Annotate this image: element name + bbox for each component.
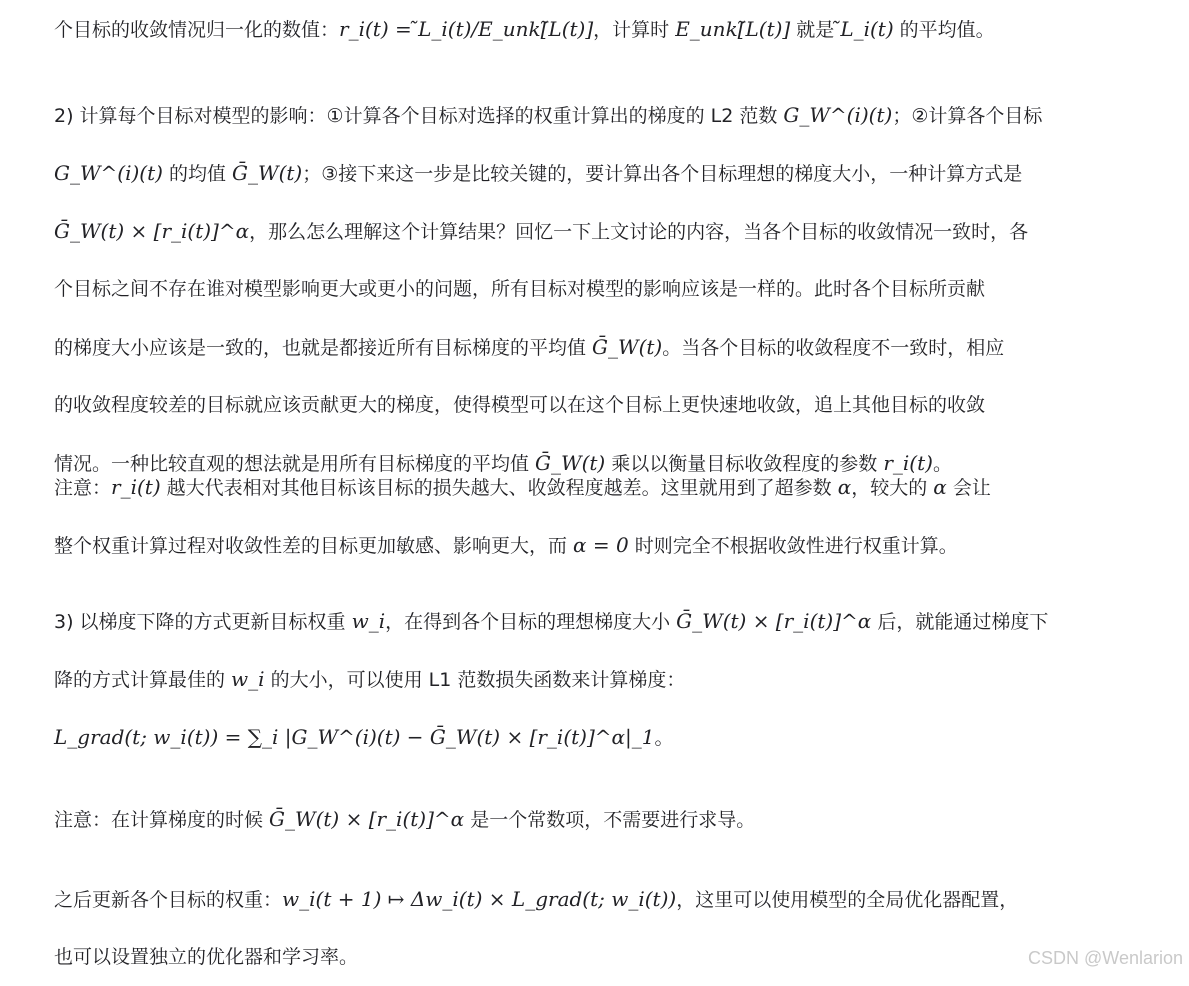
text-run: ，在得到各个目标的理想梯度大小 bbox=[385, 611, 677, 633]
text-run: 就是 bbox=[790, 19, 841, 41]
text-run: ，较大的 bbox=[851, 477, 934, 499]
math-expression: Ḡ_W(t) bbox=[592, 335, 663, 359]
paragraph bbox=[54, 86, 1042, 492]
text-run: 整个权重计算过程对收敛性差的目标更加敏感、影响更大，而 bbox=[54, 535, 574, 557]
text-line bbox=[54, 0, 995, 58]
math-expression: w_i bbox=[231, 667, 265, 691]
text-run: ，这里可以使用模型的全局优化器配置， bbox=[676, 889, 1019, 911]
text-run: 。 bbox=[654, 727, 674, 749]
text-line bbox=[54, 202, 1042, 260]
math-expression: w_i bbox=[351, 609, 386, 633]
text-run: 也可以设置独立的优化器和学习率。 bbox=[54, 946, 359, 968]
text-run: 情况。一种比较直观的想法就是用所有目标梯度的平均值 bbox=[54, 453, 536, 475]
text-run: 乘以以衡量目标收敛程度的参数 bbox=[605, 453, 884, 475]
paragraph bbox=[54, 790, 755, 848]
paragraph bbox=[54, 458, 991, 574]
text-run: ，那么怎么理解这个计算结果？回忆一下上文讨论的内容，当各个目标的收敛情况一致时，各 bbox=[249, 221, 1029, 243]
math-expression: α bbox=[837, 475, 852, 499]
text-line bbox=[54, 376, 1042, 434]
text-run: 的平均值。 bbox=[893, 19, 995, 41]
text-run: ，计算时 bbox=[593, 19, 676, 41]
text-run: 个目标之间不存在谁对模型影响更大或更小的问题，所有目标对模型的影响应该是一样的。此时各个目标所贡献 bbox=[54, 278, 986, 300]
paragraph bbox=[54, 870, 1018, 986]
paragraph bbox=[54, 592, 1048, 766]
text-run: 2) 计算每个目标对模型的影响：①计算各个目标对选择的权重计算出的梯度的 L2 范数 bbox=[54, 105, 784, 127]
text-line bbox=[54, 318, 1042, 376]
math-expression: w_i(t + 1) ↦ Δw_i(t) × L_grad(t; w_i(t)) bbox=[282, 887, 677, 911]
text-line bbox=[54, 708, 1048, 766]
text-run: 个目标的收敛情况归一化的数值： bbox=[54, 19, 340, 41]
text-run: 是一个常数项，不需要进行求导。 bbox=[464, 809, 756, 831]
text-run: 的收敛程度较差的目标就应该贡献更大的梯度，使得模型可以在这个目标上更快速地收敛，追上其他目标的收敛 bbox=[54, 394, 986, 416]
math-expression: α = 0 bbox=[573, 533, 629, 557]
math-expression: L_grad(t; w_i(t)) = ∑_i |G_W^(i)(t) − Ḡ_W(t) × [r_i(t)]^α|_1 bbox=[54, 725, 655, 749]
text-run: 注意： bbox=[54, 477, 112, 499]
text-run: 的均值 bbox=[162, 163, 233, 185]
text-run: 后，就能通过梯度下 bbox=[871, 611, 1049, 633]
text-line bbox=[54, 790, 755, 848]
text-run: 之后更新各个目标的权重： bbox=[54, 889, 283, 911]
text-run: ；③接下来这一步是比较关键的，要计算出各个目标理想的梯度大小，一种计算方式是 bbox=[302, 163, 1023, 185]
text-run: 注意：在计算梯度的时候 bbox=[54, 809, 270, 831]
text-run: 。当各个目标的收敛程度不一致时，相应 bbox=[662, 337, 1005, 359]
text-run: 时则完全不根据收敛性进行权重计算。 bbox=[628, 535, 958, 557]
math-expression: E_unk[̃L(t)] bbox=[675, 17, 791, 41]
text-line bbox=[54, 516, 991, 574]
math-expression: r_i(t) = ̃L_i(t)/E_unk[̃L(t)] bbox=[339, 17, 594, 41]
text-line bbox=[54, 928, 1018, 986]
paragraph bbox=[54, 0, 995, 58]
text-line bbox=[54, 86, 1042, 144]
text-run: ；②计算各个目标 bbox=[892, 105, 1043, 127]
text-run: 会让 bbox=[946, 477, 991, 499]
text-run: 。 bbox=[932, 453, 952, 475]
text-line bbox=[54, 650, 1048, 708]
text-line bbox=[54, 144, 1042, 202]
text-line bbox=[54, 458, 991, 516]
csdn-watermark: CSDN @Wenlarion bbox=[1028, 948, 1183, 968]
text-line bbox=[54, 870, 1018, 928]
text-run: 的梯度大小应该是一致的，也就是都接近所有目标梯度的平均值 bbox=[54, 337, 593, 359]
math-expression: r_i(t) bbox=[111, 475, 161, 499]
math-expression: Ḡ_W(t) bbox=[232, 161, 303, 185]
math-expression: ̃L_i(t) bbox=[840, 17, 894, 41]
math-expression: Ḡ_W(t) bbox=[535, 451, 606, 475]
math-expression: α bbox=[933, 475, 947, 499]
text-run: 的大小，可以使用 L1 范数损失函数来计算梯度： bbox=[264, 669, 686, 691]
text-line bbox=[54, 260, 1042, 318]
math-expression: r_i(t) bbox=[883, 451, 933, 475]
text-run: 3) 以梯度下降的方式更新目标权重 bbox=[54, 611, 352, 633]
math-expression: G_W^(i)(t) bbox=[54, 161, 163, 185]
text-line bbox=[54, 592, 1048, 650]
text-run: 降的方式计算最佳的 bbox=[54, 669, 232, 691]
math-expression: Ḡ_W(t) × [r_i(t)]^α bbox=[54, 219, 250, 243]
math-expression: Ḡ_W(t) × [r_i(t)]^α bbox=[676, 609, 872, 633]
text-run: 越大代表相对其他目标该目标的损失越大、收敛程度越差。这里就用到了超参数 bbox=[160, 477, 838, 499]
math-expression: G_W^(i)(t) bbox=[783, 103, 893, 127]
math-expression: Ḡ_W(t) × [r_i(t)]^α bbox=[269, 807, 465, 831]
